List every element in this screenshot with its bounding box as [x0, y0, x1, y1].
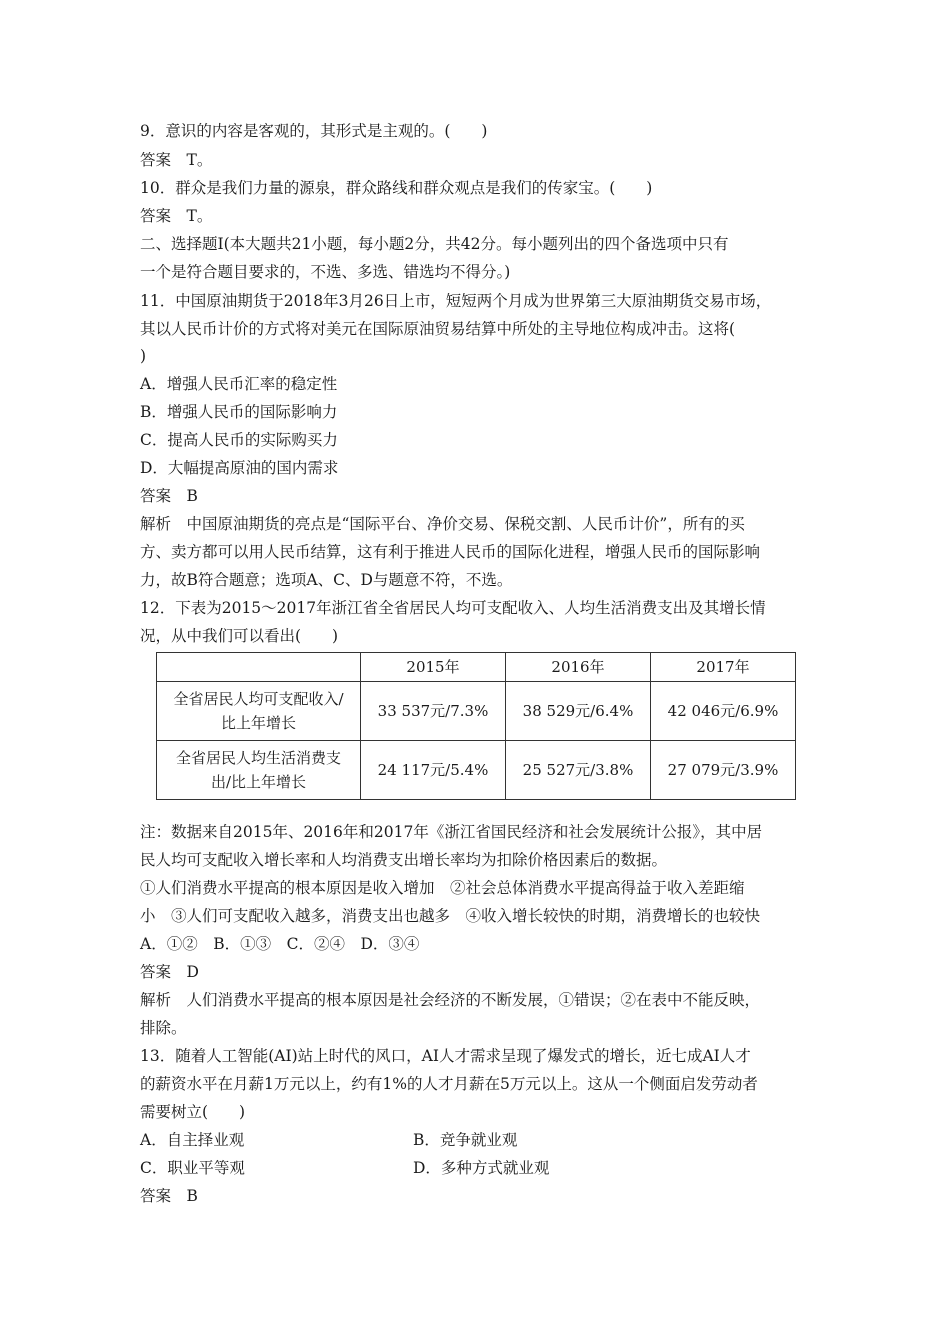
section-heading-line2: 一个是符合题目要求的，不选、多选、错选均不得分。)	[140, 263, 511, 281]
answer-12: 答案 D	[140, 963, 199, 981]
table-row-label-line: 全省居民人均生活消费支	[175, 749, 341, 767]
question-13-line1: 13．随着人工智能(AI)站上时代的风口，AI人才需求呈现了爆发式的增长，近七成AI人才	[140, 1047, 751, 1065]
table-header-cell: 2017年	[651, 653, 796, 682]
analysis-11-line2: 方、卖方都可以用人民币结算，这有利于推进人民币的国际化进程，增强人民币的国际影响	[140, 543, 761, 561]
question-12-line2: 况，从中我们可以看出( )	[140, 627, 339, 645]
table-note-line2: 民人均可支配收入增长率和人均消费支出增长率均为扣除价格因素后的数据。	[140, 851, 668, 869]
answer-13: 答案 B	[140, 1187, 198, 1205]
table-cell: 27 079元/3.9%	[651, 741, 796, 800]
question-11-line3: )	[140, 347, 147, 365]
analysis-11-line3: 力，故B符合题意；选项A、C、D与题意不符，不选。	[140, 571, 513, 589]
table-row	[157, 741, 796, 800]
question-13-option-a: A．自主择业观	[140, 1131, 245, 1149]
table-row-label	[157, 682, 361, 741]
income-consumption-table	[156, 652, 796, 800]
table-cell: 42 046元/6.9%	[651, 682, 796, 741]
table-cell: 24 117元/5.4%	[361, 741, 506, 800]
table-cell: 38 529元/6.4%	[506, 682, 651, 741]
table-header-cell: 2015年	[361, 653, 506, 682]
question-12-options: A．①② B．①③ C．②④ D．③④	[140, 935, 420, 953]
statements-line2: 小 ③人们可支配收入越多，消费支出也越多 ④收入增长较快的时期，消费增长的也较快	[140, 907, 761, 925]
question-13-line3: 需要树立( )	[140, 1103, 246, 1121]
analysis-12-line2: 排除。	[140, 1019, 187, 1037]
table-header-cell: 2016年	[506, 653, 651, 682]
question-11-option-c: C．提高人民币的实际购买力	[140, 431, 338, 449]
question-13-option-d: D．多种方式就业观	[413, 1159, 550, 1177]
table-row-label-line: 比上年增长	[220, 714, 296, 732]
analysis-12-line1: 解析 人们消费水平提高的根本原因是社会经济的不断发展，①错误；②在表中不能反映，	[140, 991, 761, 1009]
table-header-cell	[157, 653, 361, 682]
question-13-option-b: B．竞争就业观	[413, 1131, 518, 1149]
answer-9: 答案 T。	[140, 151, 213, 169]
table-row-label-line: 全省居民人均可支配收入/	[173, 690, 344, 708]
question-11-option-d: D．大幅提高原油的国内需求	[140, 459, 339, 477]
question-13-option-c: C．职业平等观	[140, 1159, 245, 1177]
section-heading-line1: 二、选择题Ⅰ(本大题共21小题，每小题2分，共42分。每小题列出的四个备选项中只有	[140, 235, 729, 253]
table-cell: 33 537元/7.3%	[361, 682, 506, 741]
question-11-line1: 11．中国原油期货于2018年3月26日上市，短短两个月成为世界第三大原油期货交易市场，	[140, 292, 772, 310]
analysis-11-line1: 解析 中国原油期货的亮点是“国际平台、净价交易、保税交割、人民币计价”，所有的买	[140, 515, 745, 533]
question-11-option-b: B．增强人民币的国际影响力	[140, 403, 338, 421]
table-row	[157, 682, 796, 741]
statements-line1: ①人们消费水平提高的根本原因是收入增加 ②社会总体消费水平提高得益于收入差距缩	[140, 879, 745, 897]
question-9: 9．意识的内容是客观的，其形式是主观的。( )	[140, 122, 488, 140]
question-10: 10．群众是我们力量的源泉，群众路线和群众观点是我们的传家宝。( )	[140, 179, 653, 197]
table-header-row	[157, 653, 796, 682]
table-cell: 25 527元/3.8%	[506, 741, 651, 800]
table-row-label	[157, 741, 361, 800]
answer-10: 答案 T。	[140, 207, 213, 225]
question-13-line2: 的薪资水平在月薪1万元以上，约有1%的人才月薪在5万元以上。这从一个侧面启发劳动者	[140, 1075, 758, 1093]
answer-11: 答案 B	[140, 487, 198, 505]
question-11-line2: 其以人民币计价的方式将对美元在国际原油贸易结算中所处的主导地位构成冲击。这将(	[140, 320, 736, 338]
question-11-option-a: A．增强人民币汇率的稳定性	[140, 375, 338, 393]
question-12-line1: 12．下表为2015～2017年浙江省全省居民人均可支配收入、人均生活消费支出及其增长情	[140, 599, 766, 617]
table-note-line1: 注：数据来自2015年、2016年和2017年《浙江省国民经济和社会发展统计公报》，其中居	[140, 823, 763, 841]
table-row-label-line: 出/比上年增长	[210, 773, 307, 791]
